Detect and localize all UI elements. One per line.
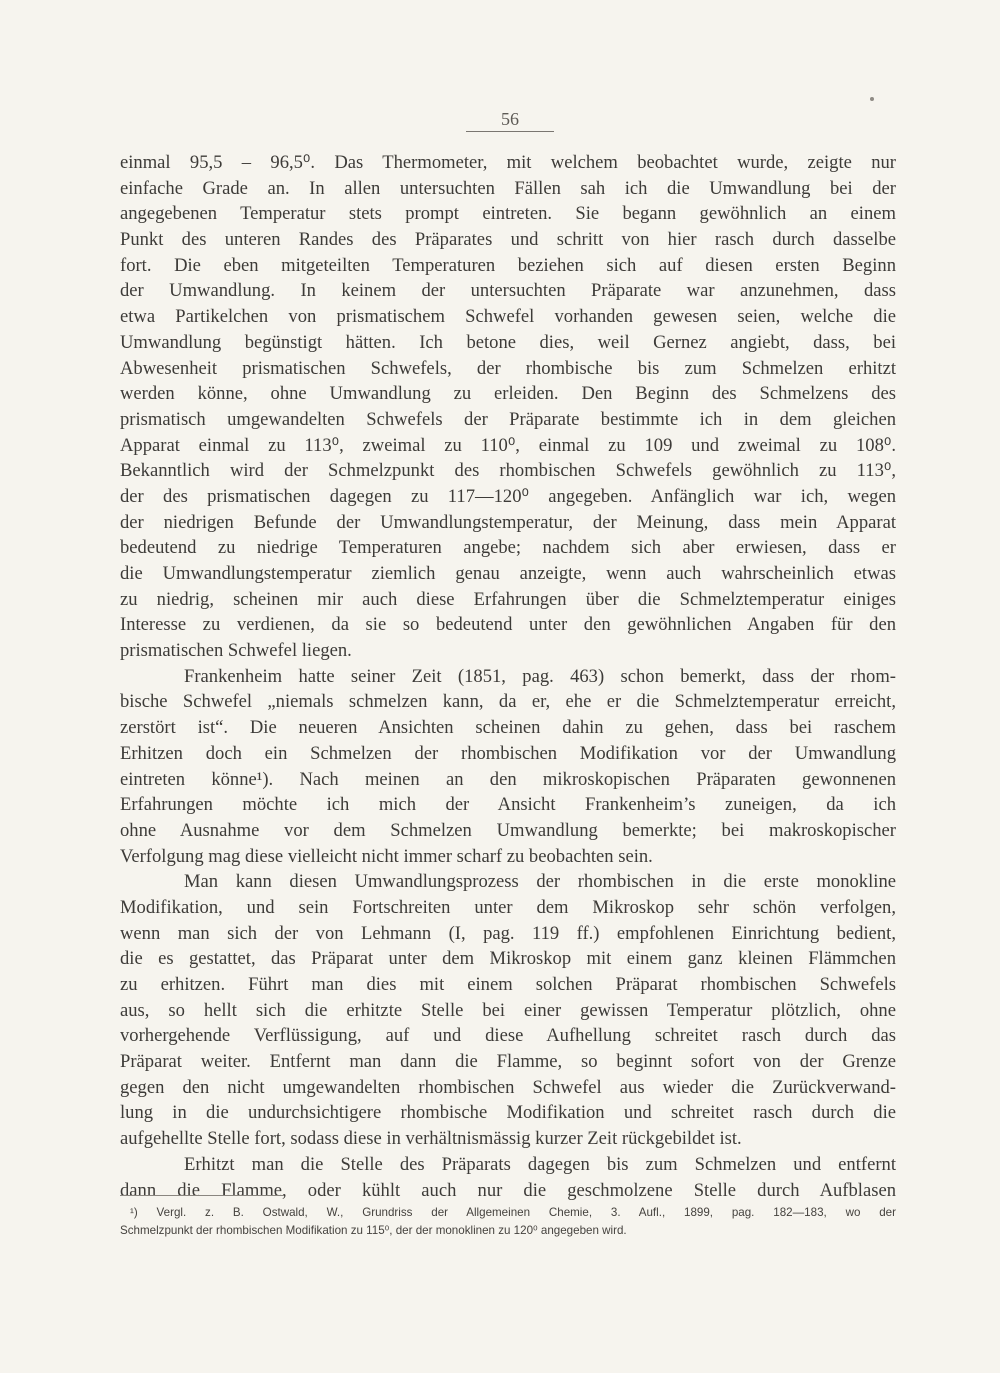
body-line: zu erhitzen. Führt man dies mit einem solchen Präparat rhombischen Schwefels [120,974,896,995]
body-text [120,150,896,1203]
body-line: zu niedrig, scheinen mir auch diese Erfahrungen über die Schmelztemperatur einiges [120,588,896,610]
body-line: Präparat weiter. Entfernt man dann die Flamme, so beginnt sofort von der Grenze [120,1051,896,1073]
body-line: Frankenheim hatte seiner Zeit (1851, pag. 463) schon bemerkt, dass der rhom- [184,665,896,687]
body-line: wenn man sich der von Lehmann (I, pag. 119 ff.) empfohlenen Einrichtung bedient, [120,922,896,944]
body-line: gegen den nicht umgewandelten rhombischen Schwefel aus wieder die Zurückverwand- [120,1076,896,1098]
body-line: Modifikation, und sein Fortschreiten unter dem Mikroskop sehr schön verfolgen, [120,896,896,918]
body-line: prismatisch umgewandelten Schwefels der Präparate bestimmte ich in dem gleichen [120,408,896,430]
footnotes [120,1204,896,1240]
body-line: Abwesenheit prismatischen Schwefels, der rhombische bis zum Schmelzen erhitzt [120,357,896,379]
body-line: bedeutend zu niedrige Temperaturen angebe; nachdem sich aber erwiesen, dass er [120,537,896,559]
footnote-rule [120,1195,284,1196]
body-line: Erfahrungen möchte ich mich der Ansicht Frankenheim’s zuneigen, da ich [120,794,896,816]
body-line: Man kann diesen Umwandlungsprozess der rhombischen in die erste monokline [184,871,896,893]
body-line: die Umwandlungstemperatur ziemlich genau anzeigte, wenn auch wahrscheinlich etwas [120,563,896,584]
body-line: lung in die undurchsichtigere rhombische Modifikation und schreitet rasch durch die [120,1102,896,1124]
body-line: Erhitzt man die Stelle des Präparats dagegen bis zum Schmelzen und entfernt [184,1153,896,1175]
body-line: prismatischen Schwefel liegen. [120,640,352,662]
body-line: der Umwandlung. In keinem der untersuchten Präparate war anzunehmen, dass [120,280,896,302]
body-line: einmal 95,5 – 96,5⁰. Das Thermometer, mit welchem beobachtet wurde, zeigte nur [120,152,896,173]
body-line: dann die Flamme, oder kühlt auch nur die geschmolzene Stelle durch Aufblasen [120,1179,896,1201]
body-line: Apparat einmal zu 113⁰, zweimal zu 110⁰, einmal zu 109 und zweimal zu 108⁰. [120,434,896,456]
body-line: der des prismatischen dagegen zu 117—120⁰ angegeben. Anfänglich war ich, wegen [120,485,896,507]
body-line: aus, so hellt sich die erhitzte Stelle bei einer gewissen Temperatur plötzlich, ohne [120,999,896,1021]
body-line: ohne Ausnahme vor dem Schmelzen Umwandlung bemerkte; bei makroskopischer [120,819,896,841]
body-line: werden könne, ohne Umwandlung zu erleiden. Den Beginn des Schmelzens des [120,383,896,405]
body-line: aufgehellte Stelle fort, sodass diese in verhältnismässig kurzer Zeit rückgebildet ist. [120,1128,742,1150]
body-line: Bekanntlich wird der Schmelzpunkt des rhombischen Schwefels gewöhnlich zu 113⁰, [120,460,896,482]
header-rule [466,131,554,132]
body-line: Verfolgung mag diese vielleicht nicht immer scharf zu beobachten sein. [120,845,653,867]
body-line: Interesse zu verdienen, da sie so bedeutend unter den gewöhnlichen Angaben für den [120,614,896,636]
footnote-line: Schmelzpunkt der rhombischen Modifikation zu 115⁰, der der monoklinen zu 120⁰ angegeben wird. [120,1224,627,1237]
body-line: bische Schwefel „niemals schmelzen kann, da er, ehe er die Schmelztemperatur erreicht, [120,691,896,713]
body-line: etwa Partikelchen von prismatischem Schwefel vorhanden gewesen seien, welche die [120,306,896,328]
body-line: der niedrigen Befunde der Umwandlungstemperatur, der Meinung, dass mein Apparat [120,511,896,533]
body-line: Punkt des unteren Randes des Präparates und schritt von hier rasch durch dasselbe [120,229,896,251]
body-line: zerstört ist“. Die neueren Ansichten scheinen dahin zu gehen, dass bei raschem [120,717,896,739]
print-speck [870,97,874,101]
body-line: eintreten könne¹). Nach meinen an den mikroskopischen Präparaten gewonnenen [120,768,896,790]
body-line: die es gestattet, das Präparat unter dem Mikroskop mit einem ganz kleinen Flämmchen [120,948,896,970]
body-line: Erhitzen doch ein Schmelzen der rhombischen Modifikation vor der Umwandlung [120,742,896,764]
body-line: einfache Grade an. In allen untersuchten Fällen sah ich die Umwandlung bei der [120,177,896,199]
body-line: vorhergehende Verflüssigung, auf und diese Aufhellung schreitet rasch durch das [120,1025,896,1047]
body-line: Umwandlung begünstigt hätten. Ich betone dies, weil Gernez angiebt, dass, bei [120,331,896,353]
body-line: angegebenen Temperatur stets prompt eintreten. Sie begann gewöhnlich an einem [120,203,896,225]
footnote-line: ¹) Vergl. z. B. Ostwald, W., Grundriss der Allgemeinen Chemie, 3. Aufl., 1899, pag. 182—183, wo der [130,1206,896,1219]
page-number: 56 [501,109,519,129]
body-line: fort. Die eben mitgeteilten Temperaturen beziehen sich auf diesen ersten Beginn [120,254,896,276]
